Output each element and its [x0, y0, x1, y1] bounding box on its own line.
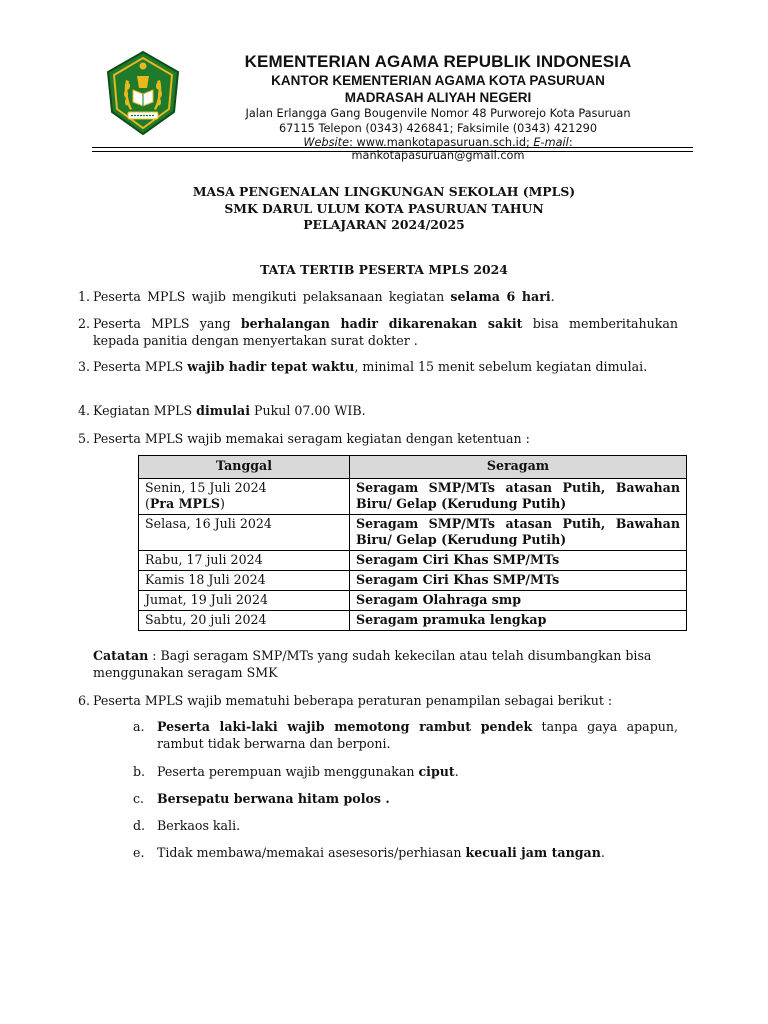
table-row [139, 591, 687, 611]
date-text: Senin, 15 Juli 2024 [145, 480, 267, 495]
title-line-3: PELAJARAN 2024/2025 [303, 217, 465, 232]
date-cell: Jumat, 19 Juli 2024 [139, 591, 350, 611]
sub-list-item [133, 790, 678, 807]
date-cell: Rabu, 17 juli 2024 [139, 551, 350, 571]
uniform-cell: Seragam pramuka lengkap [350, 611, 687, 631]
sub-item-letter: e. [133, 845, 145, 860]
item-bold-text: berhalangan hadir dikarenakan sakit [240, 316, 523, 331]
item-text-end: Pukul 07.00 WIB. [249, 403, 366, 418]
uniform-cell: Seragam Ciri Khas SMP/MTs [350, 571, 687, 591]
item-text: Peserta MPLS wajib memakai seragam kegiatan dengan ketentuan : [93, 431, 530, 446]
item-text: Peserta MPLS yang [93, 316, 241, 331]
note-label: Catatan [93, 648, 149, 663]
header-rule-thick [92, 147, 693, 148]
sub-item-text-end: . [600, 845, 605, 860]
sub-item-text: Peserta perempuan wajib menggunakan [157, 764, 419, 779]
item-number: 2. [78, 316, 91, 331]
title-line-2: SMK DARUL ULUM KOTA PASURUAN TAHUN [224, 200, 544, 216]
sub-item-bold-text: Bersepatu berwana hitam polos . [157, 791, 390, 806]
note-text: : Bagi seragam SMP/MTs yang sudah kekecilan atau telah disumbangkan bisa menggunakan seragam SMK [93, 648, 652, 680]
sub-item-bold-text: Peserta laki-laki wajib memotong rambut pendek [157, 719, 533, 734]
uniform-cell: Seragam SMP/MTs atasan Putih, Bawahan Biru/ Gelap (Kerudung Putih) [350, 479, 687, 515]
table-row [139, 515, 687, 551]
sub-list-item [133, 763, 678, 780]
item-text-end: . [550, 289, 555, 304]
sub-item-text: Berkaos kali. [157, 818, 241, 833]
column-header-uniform: Seragam [350, 456, 687, 479]
column-header-date: Tanggal [139, 456, 350, 479]
school-name: MADRASAH ALIYAH NEGERI [344, 90, 532, 105]
item-text-end: , minimal 15 menit sebelum kegiatan dimulai. [354, 359, 648, 374]
email-colon: : [568, 136, 573, 149]
item-number: 5. [78, 431, 91, 446]
document-title [100, 184, 668, 234]
sub-list-item [133, 844, 678, 861]
letterhead [200, 52, 676, 161]
date-note: Pra MPLS [149, 496, 220, 511]
sub-item-bold-text: ciput [418, 764, 455, 779]
table-row [139, 551, 687, 571]
item-text: Peserta MPLS [93, 359, 188, 374]
sub-item-letter: c. [133, 791, 145, 806]
item-bold-text: selama 6 hari [450, 289, 551, 304]
item-number: 6. [78, 693, 91, 708]
date-note-close: ) [219, 496, 225, 511]
table-row [139, 479, 687, 515]
date-cell: Selasa, 16 Juli 2024 [139, 515, 350, 551]
list-item [78, 315, 678, 349]
email-label: E-mail [533, 136, 569, 149]
sub-item-text-end: . [454, 764, 459, 779]
item-bold-text: wajib hadir tepat waktu [187, 359, 355, 374]
table-header-row [139, 456, 687, 479]
address-line-1: Jalan Erlangga Gang Bougenvile Nomor 48 Purworejo Kota Pasuruan [245, 107, 631, 120]
item-number: 4. [78, 403, 91, 418]
ministry-name: KEMENTERIAN AGAMA REPUBLIK INDONESIA [244, 52, 632, 71]
sub-item-text: Tidak membawa/memakai asesesoris/perhiasan [157, 845, 466, 860]
item-bold-text: dimulai [196, 403, 250, 418]
uniform-cell: Seragam Ciri Khas SMP/MTs [350, 551, 687, 571]
item-text: Peserta MPLS wajib mematuhi beberapa peraturan penampilan sebagai berikut : [93, 693, 613, 708]
item-text: Peserta MPLS wajib mengikuti pelaksanaan kegiatan [93, 289, 451, 304]
item-text-end: bisa memberitahukan kepada panitia dengan menyertakan surat dokter . [93, 316, 678, 348]
table-row [139, 571, 687, 591]
sub-item-bold-text: kecuali jam tangan [465, 845, 601, 860]
uniform-cell: Seragam Olahraga smp [350, 591, 687, 611]
header-rule-thin [92, 151, 693, 152]
date-note-open: ( [145, 496, 150, 511]
table-row [139, 611, 687, 631]
list-item [78, 358, 678, 375]
title-line-1: MASA PENGENALAN LINGKUNGAN SEKOLAH (MPLS) [192, 184, 576, 199]
email-link[interactable]: mankotapasuruan@gmail.com [351, 148, 525, 162]
item-number: 3. [78, 359, 91, 374]
list-item [78, 288, 678, 305]
date-cell: Kamis 18 Juli 2024 [139, 571, 350, 591]
item-number: 1. [78, 289, 91, 304]
date-cell [139, 479, 350, 515]
sub-list-item [133, 817, 678, 834]
sub-item-letter: a. [133, 719, 145, 734]
sub-item-letter: b. [133, 764, 146, 779]
uniform-cell: Seragam SMP/MTs atasan Putih, Bawahan Biru/ Gelap (Kerudung Putih) [350, 515, 687, 551]
website-label: Website [303, 136, 350, 149]
table-note [93, 648, 683, 681]
item-text: Kegiatan MPLS [93, 403, 197, 418]
address-line-2: 67115 Telepon (0343) 426841; Faksimile (0343) 421290 [278, 121, 598, 135]
uniform-schedule-table [138, 455, 687, 631]
date-cell: Sabtu, 20 juli 2024 [139, 611, 350, 631]
list-item [78, 430, 678, 447]
list-item [78, 402, 678, 419]
kemenag-emblem-icon [104, 50, 182, 136]
sub-item-letter: d. [133, 818, 146, 833]
website-link[interactable]: : www.mankotapasuruan.sch.id; [349, 136, 530, 149]
sub-item-text: tanpa gaya apapun, rambut tidak berwarna dan berponi. [157, 719, 678, 751]
office-name: KANTOR KEMENTERIAN AGAMA KOTA PASURUAN [271, 73, 605, 88]
list-item [78, 692, 678, 709]
sub-list-item [133, 718, 678, 752]
document-subtitle: TATA TERTIB PESERTA MPLS 2024 [260, 262, 508, 277]
